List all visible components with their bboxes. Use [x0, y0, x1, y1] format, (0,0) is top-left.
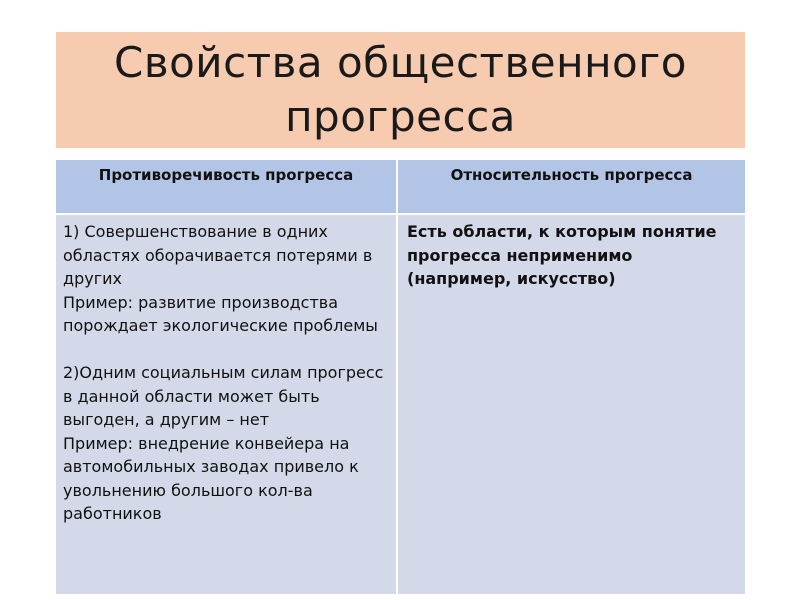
- example-2-text: Пример: внедрение конвейера на автомобильных заводах привело к увольнению большого кол-ва работников: [63, 433, 359, 523]
- cell-contradiction: [56, 215, 398, 594]
- cell-relativity: [398, 215, 745, 594]
- slide-title: [56, 32, 745, 148]
- slide-title-line-1: Свойства общественного: [114, 38, 687, 87]
- header-contradiction: Противоречивость прогресса: [56, 160, 398, 215]
- example-1-text: Пример: развитие производства порождает экологические проблемы: [63, 292, 378, 335]
- paragraph-gap: [63, 338, 390, 362]
- relativity-text: Есть области, к которым понятие прогресса неприменимо (например, искусство): [407, 222, 717, 288]
- point-1-text: 1) Совершенствование в одних областях оборачивается потерями в других: [63, 222, 373, 288]
- slide-title-line-2: прогресса: [285, 92, 516, 141]
- point-2-text: 2)Одним социальным силам прогресс в данной области может быть выгоден, а другим – нет: [63, 363, 384, 429]
- properties-table: [56, 160, 745, 594]
- header-relativity: Относительность прогресса: [398, 160, 745, 215]
